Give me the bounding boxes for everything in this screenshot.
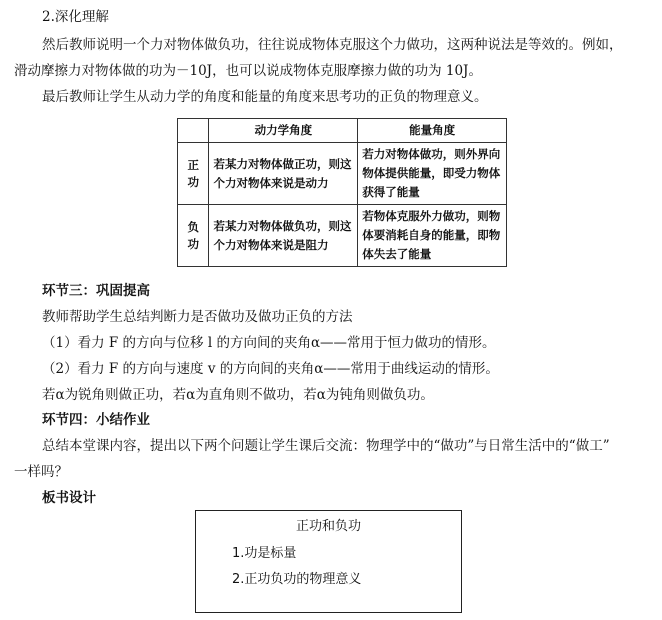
paragraph-line: 若α为锐角则做正功，若α为直角则不做功，若α为钝角则做负功。	[42, 387, 434, 403]
board-item: 1.功是标量	[232, 546, 297, 561]
paragraph-line: 总结本堂课内容，提出以下两个问题让学生课后交流：物理学中的“做功”与日常生活中的“做工”	[42, 438, 610, 454]
paragraph-line: 一样吗？	[14, 464, 68, 480]
board-title: 正功和负功	[295, 519, 361, 534]
list-item: （2）看力 F 的方向与速度 v 的方向间的夹角α——常用于曲线运动的情形。	[42, 361, 499, 377]
table-header-cell: 动力学角度	[209, 119, 358, 143]
board-item: 2.正功负功的物理意义	[232, 572, 362, 587]
table-cell: 若某力对物体做负功，则这个力对物体来说是阻力	[209, 205, 358, 267]
list-item: （1）看力 F 的方向与位移 l 的方向间的夹角α——常用于恒力做功的情形。	[42, 335, 496, 351]
table-header-cell	[178, 119, 209, 143]
row-label-char: 正	[187, 157, 199, 172]
table-header-cell: 能量角度	[358, 119, 507, 143]
paragraph-line: 教师帮助学生总结判断力是否做功及做功正负的方法	[42, 309, 353, 325]
section-heading: 环节三：巩固提高	[42, 283, 150, 299]
row-label-char: 功	[187, 174, 199, 189]
row-label	[178, 205, 209, 267]
paragraph-line: 然后教师说明一个力对物体做负功，往往说成物体克服这个力做功，这两种说法是等效的。例如，	[42, 37, 623, 53]
table-row	[178, 143, 507, 205]
row-label-char: 功	[187, 236, 199, 251]
section-heading: 板书设计	[42, 490, 96, 506]
table-header-row	[178, 119, 507, 143]
blackboard-design-box	[195, 510, 462, 613]
paragraph-line: 最后教师让学生从动力学的角度和能量的角度来思考功的正负的物理意义。	[42, 89, 488, 105]
table-cell: 若某力对物体做正功，则这个力对物体来说是动力	[209, 143, 358, 205]
table-cell: 若力对物体做功，则外界向物体提供能量，即受力物体获得了能量	[358, 143, 507, 205]
paragraph-line: 滑动摩擦力对物体做的功为－10J，也可以说成物体克服摩擦力做的功为 10J。	[14, 63, 482, 79]
comparison-table	[177, 118, 507, 267]
section-heading: 环节四：小结作业	[42, 412, 150, 428]
row-label-char: 负	[187, 219, 199, 234]
row-label	[178, 143, 209, 205]
table-row	[178, 205, 507, 267]
section-heading: 2.深化理解	[42, 9, 109, 25]
table-cell: 若物体克服外力做功，则物体要消耗自身的能量，即物体失去了能量	[358, 205, 507, 267]
